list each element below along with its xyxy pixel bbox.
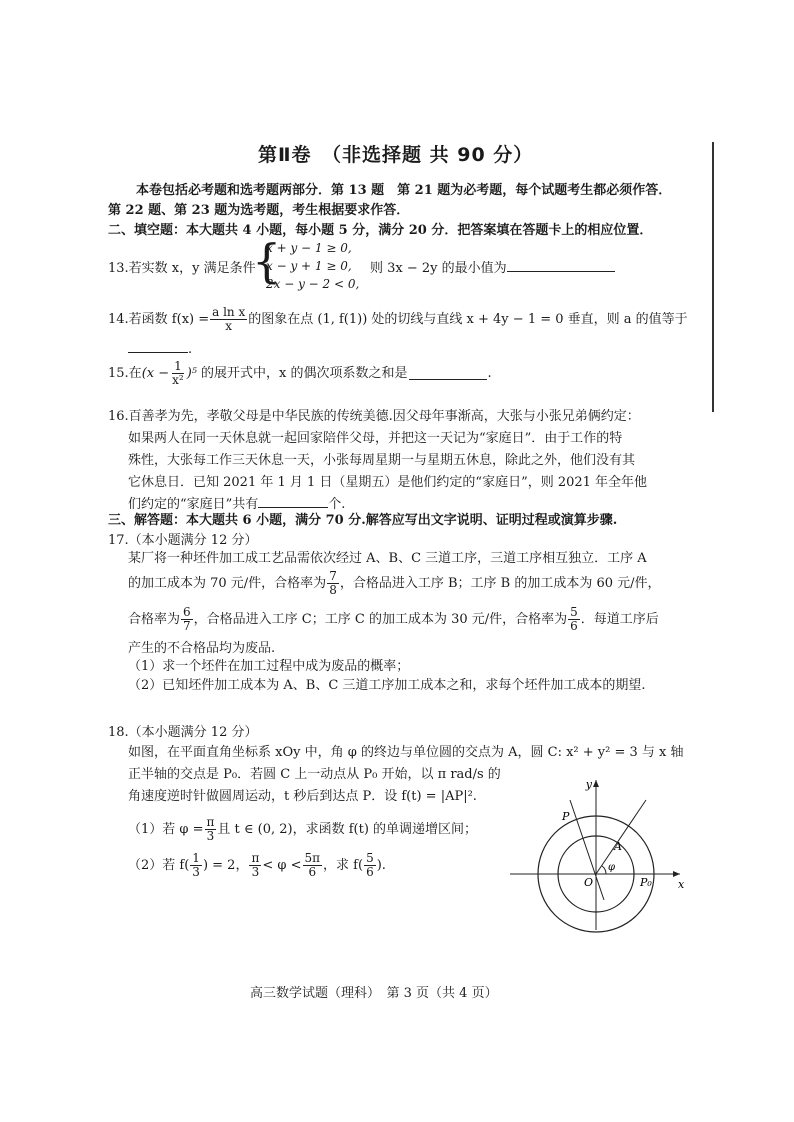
q13-answer-blank: [507, 259, 615, 272]
q15-denominator: x²: [172, 373, 184, 387]
label-P0: P₀: [640, 876, 652, 889]
q17-line-3c: ．每道工序后: [580, 611, 659, 627]
q18-sub-2: [128, 852, 386, 879]
q14-denominator: x: [225, 319, 233, 333]
q18-frac-2-den: 3: [192, 865, 200, 879]
q14-prefix: 14.若函数 f(x) =: [108, 311, 210, 327]
q13-condition-2: x − y + 1 ≥ 0,: [266, 259, 352, 273]
q14-fraction: [210, 306, 247, 333]
q14-answer-blank-wrap: .: [128, 338, 192, 361]
q18-frac-5: [364, 852, 376, 879]
q16-line-2: 如果两人在同一天休息就一起回家陪伴父母，并把这一天记为“家庭日”．由于工作的特: [128, 431, 623, 446]
q18-line-1: 如图，在平面直角坐标系 xOy 中，角 φ 的终边与单位圆的交点为 A，圆 C: x² + y² = 3 与 x 轴: [128, 745, 684, 760]
q18-sub-1: [128, 816, 477, 843]
q18-line-3: 角速度逆时针做圆周运动，t 秒后到达点 P．设 f(t) = |AP|².: [128, 789, 477, 804]
q18-frac-3-num: π: [251, 851, 260, 865]
q18-frac-4-den: 6: [308, 865, 317, 879]
q17-line-1: 某厂将一种坯件加工成工艺品需依次经过 A、B、C 三道工序，三道工序相互独立．工序 A: [128, 551, 647, 566]
q18-sub-2a: （2）若 f(: [128, 857, 190, 873]
label-P: P: [562, 810, 570, 823]
q15-line: 15.在 (x − $\frac{1}{\text{x²}}$ )⁵ 的展开式中，x 的偶次项系数之和是 .: [108, 359, 492, 387]
q18-sub-1a: （1）若 φ =: [128, 821, 204, 837]
x-axis-arrow: [673, 871, 680, 877]
q17-frac-3-num: 5: [570, 605, 578, 619]
q15-numerator: 1: [174, 359, 182, 373]
q18-frac-5-den: 6: [366, 865, 374, 879]
q17-sub-1: （1）求一个坯件在加工过程中成为废品的概率；: [128, 659, 410, 674]
q17-line-2b: ，合格品进入工序 B；工序 B 的加工成本为 60 元/件，: [339, 575, 661, 591]
q14-numerator: a ln x: [212, 305, 246, 319]
q17-frac-2: [181, 606, 193, 633]
q16-line-1: 16.百善孝为先，孝敬父母是中华民族的传统美德.因父母年事渐高，大张与小张兄弟俩约定：: [108, 409, 640, 424]
q17-frac-1: [327, 570, 339, 597]
q13-condition-3: 2x − y − 2 < 0,: [266, 277, 360, 291]
y-axis-arrow: [593, 780, 599, 787]
intro-line-2: 第 22 题、第 23 题为选考题，考生根据要求作答．: [108, 203, 410, 218]
q14-line: [108, 306, 688, 333]
q18-frac-4: [303, 852, 323, 879]
q18-frac-1: [205, 816, 217, 843]
q18-frac-2-num: 1: [192, 851, 200, 865]
q18-head: 18.（本小题满分 12 分）: [108, 725, 258, 740]
q18-frac-3: [249, 852, 261, 879]
part3-heading: 三、解答题：本大题共 6 小题，满分 70 分.解答应写出文字说明、证明过程或演算步骤.: [108, 513, 618, 528]
q18-frac-2: [190, 852, 202, 879]
q18-frac-4-num: 5π: [304, 851, 321, 865]
q16-answer-blank: [258, 495, 328, 508]
q15-answer-blank: [409, 367, 487, 380]
q17-frac-1-den: 8: [329, 583, 337, 597]
q18-sub-2b: ) = 2，: [202, 857, 249, 873]
q18-frac-3-den: 3: [251, 865, 260, 879]
q15-fraction: [170, 360, 186, 387]
q18-sub-2e: ).: [376, 857, 386, 873]
q17-frac-3: [568, 606, 580, 633]
q18-sub-2d: ，求 f(: [323, 857, 364, 873]
q17-line-2a: 的加工成本为 70 元/件，合格率为: [128, 575, 327, 591]
q13-brace: {: [252, 234, 282, 288]
label-A: A: [614, 840, 622, 853]
label-O: O: [584, 876, 594, 889]
q18-figure: [500, 770, 700, 940]
q17-line-3a: 合格率为: [128, 611, 181, 627]
q15-suffix: 的展开式中，x 的偶次项系数之和是: [201, 365, 408, 381]
q17-frac-2-num: 6: [183, 605, 191, 619]
q17-line-3: [128, 606, 659, 633]
margin-line: [712, 142, 714, 412]
q16-line-4: 它休息日．已知 2021 年 1 月 1 日（星期五）是他们约定的“家庭日”，则 2021 年全年他: [128, 475, 648, 490]
intro-line-1: 本卷包括必考题和选考题两部分．第 13 题 第 21 题为必考题，每个试题考生都必须作答．: [136, 183, 672, 198]
q17-head: 17.（本小题满分 12 分）: [108, 533, 258, 548]
q17-frac-2-den: 7: [183, 619, 191, 633]
label-y: y: [585, 778, 592, 791]
q18-frac-5-num: 5: [366, 851, 374, 865]
section-title: 第Ⅱ卷 （非选择题 共 90 分）: [258, 144, 534, 166]
q17-line-2: [128, 570, 661, 597]
q13-prefix: 13.若实数 x，y 满足条件: [108, 261, 256, 276]
q15-prefix: 15.在: [108, 365, 142, 381]
q17-frac-1-num: 7: [329, 569, 337, 583]
q18-line-2: 正半轴的交点是 P₀．若圆 C 上一动点从 P₀ 开始，以 π rad/s 的: [128, 767, 501, 782]
q15-expr-b: )⁵: [186, 365, 197, 381]
q17-line-3b: ，合格品进入工序 C；工序 C 的加工成本为 30 元/件，合格率为: [193, 611, 568, 627]
q13-suffix-text: 则 3x − 2y 的最小值为: [370, 261, 507, 276]
label-x: x: [678, 878, 685, 891]
q18-frac-1-num: π: [206, 815, 215, 829]
q17-sub-2: （2）已知坯件加工成本为 A、B、C 三道工序加工成本之和，求每个坯件加工成本的期望.: [128, 678, 646, 693]
q16-line-5b: 个.: [328, 497, 346, 512]
q13-suffix: [370, 258, 615, 280]
q17-line-4: 产生的不合格品均为废品.: [128, 641, 276, 656]
phi-arc: [602, 866, 606, 874]
q16-line-3: 殊性，大张每工作三天休息一天，小张每周星期一与星期五休息，除此之外，他们没有其: [128, 453, 636, 468]
page-footer: 高三数学试题（理科） 第 3 页（共 4 页）: [250, 986, 498, 1001]
q15-expr-a: (x −: [141, 365, 170, 381]
part2-heading: 二、填空题：本大题共 4 小题，每小题 5 分，满分 20 分．把答案填在答题卡上的相应位置．: [108, 223, 653, 238]
q14-answer-blank: [128, 340, 188, 353]
q18-sub-1b: 且 t ∈ (0, 2)，求函数 f(t) 的单调递增区间；: [217, 821, 478, 837]
q18-sub-2c: < φ <: [262, 857, 302, 873]
q13-condition-1: x + y − 1 ≥ 0,: [266, 241, 352, 255]
q14-suffix: 的图象在点 (1, f(1)) 处的切线与直线 x + 4y − 1 = 0 垂直，则 a 的值等于: [248, 311, 688, 327]
q17-frac-3-den: 6: [570, 619, 578, 633]
q16-line-5a: 们约定的“家庭日”共有: [128, 497, 259, 512]
q18-frac-1-den: 3: [206, 829, 215, 843]
label-phi: φ: [608, 862, 616, 873]
